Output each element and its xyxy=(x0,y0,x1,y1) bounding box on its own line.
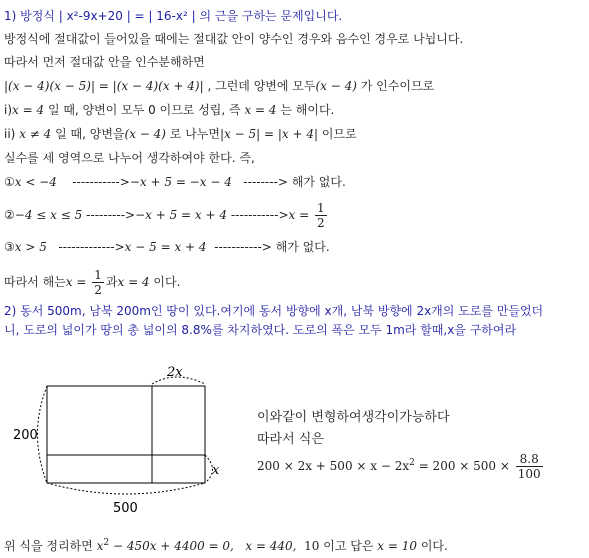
conclusion-text: 따라서 해는 xyxy=(4,275,66,289)
case-ii-text2: 로 나누면 xyxy=(169,127,220,141)
case-ii-text3: 이므로 xyxy=(321,127,357,141)
p1-line2: 방정식에 절대값이 들어있을 때에는 절대값 안이 양수인 경우와 음수인 경우로 나뉩니다. xyxy=(4,32,464,46)
bottom-dimension-arc xyxy=(47,483,205,494)
label-bottom: 500 xyxy=(113,501,138,516)
final-text: 위 식을 정리하면 xyxy=(4,539,93,553)
case-ii-condition: x ≠ 4 xyxy=(19,127,52,141)
region-2-equation: −x + 5 = x + 4 xyxy=(135,208,228,222)
equation-fraction xyxy=(516,452,543,481)
fraction-numerator: 8.8 xyxy=(516,452,543,467)
p1-line5 xyxy=(4,102,334,118)
final-text2: 이고 답은 xyxy=(323,539,374,553)
p1-conclusion xyxy=(4,268,180,297)
region-2-fraction xyxy=(315,201,327,230)
problem2-line2: 니, 도로의 넓이가 땅의 총 넓이의 8.8%를 차지하였다. 도로의 폭은 모두 1m라 할때,x을 구하여라 xyxy=(4,323,517,337)
region-2-arrow: ---------> xyxy=(86,208,136,222)
region-3-arrow: -------------> xyxy=(58,240,125,254)
region-3-condition: x > 5 xyxy=(14,240,47,254)
region-1-equation: −x + 5 = −x − 4 xyxy=(129,175,232,189)
region-2-condition: −4 ≤ x ≤ 5 xyxy=(14,208,83,222)
conclusion-and: 과 xyxy=(105,275,118,289)
region-3-result: 해가 없다. xyxy=(275,240,330,254)
case-i-condition: x = 4 xyxy=(12,103,45,117)
region-1-arrow: -----------> xyxy=(72,175,130,189)
region-2-result: x = xyxy=(288,208,310,222)
p1-line4 xyxy=(4,78,434,94)
region-2-arrow2: -----------> xyxy=(230,208,289,222)
case-i-solution: x = 4 xyxy=(244,103,277,117)
region-3-arrow2: -----------> xyxy=(214,240,272,254)
case-ii-equation: |x − 5| = |x + 4| xyxy=(219,127,319,141)
final-x: x xyxy=(96,539,104,553)
label-top: 2x xyxy=(167,365,183,380)
final-text3: 이다. xyxy=(420,539,448,553)
transform-note: 이와같이 변형하여생각이가능하다 xyxy=(257,410,450,425)
final-root2: 10 xyxy=(304,539,320,553)
region-3-marker: ③ xyxy=(4,240,15,254)
p1-line7: 실수를 세 영역으로 나누어 생각하여야 한다. 즉, xyxy=(4,151,255,165)
case-ii-label: ii) xyxy=(4,127,16,141)
fraction-denominator: 2 xyxy=(317,216,325,230)
final-solution: x = 10 xyxy=(377,539,417,553)
case-ii-text: 일 때, 양변을 xyxy=(55,127,125,141)
equation-left: 200 × 2x + 500 × x − 2x xyxy=(257,459,410,473)
equation-right: = 200 × 500 × xyxy=(418,459,510,473)
case-i-label: i) xyxy=(4,103,13,117)
p1-line4-text2: 가 인수이므로 xyxy=(360,79,435,93)
land-rectangle xyxy=(47,386,205,483)
problem2-line1: 2) 동서 500m, 남북 200m인 땅이 있다.여기에 동서 방향에 x개, 남북 방향에 2x개의 도로를 만들었더 xyxy=(4,304,544,318)
p1-line4-text: , 그런데 양변에 모두 xyxy=(207,79,316,93)
equation-exponent: 2 xyxy=(409,458,415,468)
case-ii-divisor: (x − 4) xyxy=(124,127,166,141)
common-factor: (x − 4) xyxy=(315,79,357,93)
factored-equation: |(x − 4)(x − 5)| = |(x − 4)(x + 4)| xyxy=(4,79,204,93)
problem1-title: 1) 방정식 | x²-9x+20 | = | 16-x² | 의 근을 구하는 문제입니다. xyxy=(4,9,343,23)
region-3-equation: x − 5 = x + 4 xyxy=(124,240,207,254)
final-equation: − 450x + 4400 = 0, xyxy=(112,539,234,553)
final-exponent: 2 xyxy=(103,538,110,548)
region-1-arrow2: --------> xyxy=(243,175,288,189)
conclusion-end: 이다. xyxy=(153,275,181,289)
region-1-result: 해가 없다. xyxy=(291,175,346,189)
conclusion-x: x = xyxy=(65,275,87,289)
label-left: 200 xyxy=(13,428,38,443)
region-3 xyxy=(4,239,330,255)
region-2-marker: ② xyxy=(4,208,15,222)
main-equation xyxy=(257,452,545,481)
p1-line6 xyxy=(4,126,357,142)
region-2 xyxy=(4,201,329,230)
case-i-text: 일 때, 양변이 모두 0 이므로 성립, 즉 xyxy=(47,103,241,117)
left-dimension-arc xyxy=(38,386,48,483)
equation-intro: 따라서 식은 xyxy=(257,432,324,447)
final-answer-line xyxy=(4,535,448,554)
final-root1: x = 440, xyxy=(245,539,297,553)
fraction-numerator: 1 xyxy=(317,201,325,215)
region-1 xyxy=(4,174,346,190)
conclusion-x2: x = 4 xyxy=(117,275,150,289)
fraction-denominator: 2 xyxy=(94,283,102,297)
region-1-condition: x < −4 xyxy=(14,175,57,189)
fraction-denominator: 100 xyxy=(517,467,541,481)
case-i-text2: 는 해이다. xyxy=(280,103,335,117)
fraction-numerator: 1 xyxy=(94,268,102,282)
conclusion-fraction xyxy=(92,268,104,297)
region-1-marker: ① xyxy=(4,175,15,189)
label-right: x xyxy=(212,463,220,478)
p1-line3: 따라서 먼저 절대값 안을 인수분해하면 xyxy=(4,55,205,69)
